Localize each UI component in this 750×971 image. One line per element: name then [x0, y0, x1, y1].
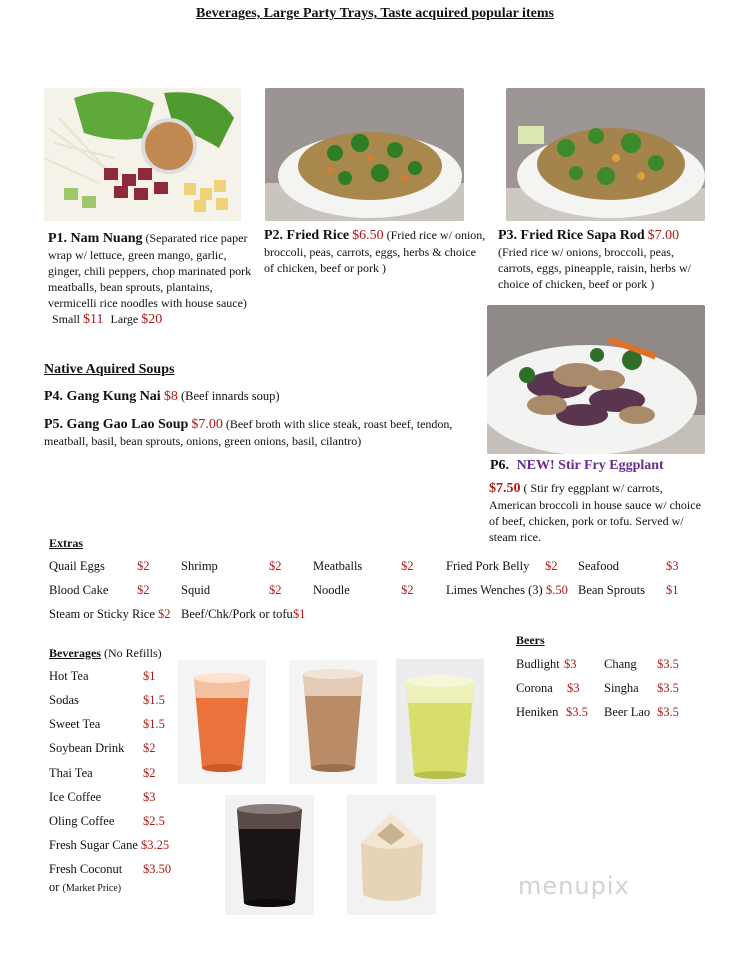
extra-item: Seafood: [578, 559, 619, 573]
p3-description: (Fried rice w/ onions, broccoli, peas, carrots, eggs, pineapple, raisin, herbs w/ choice of chicken, beef or pork ): [498, 245, 691, 291]
fried-rice-photo: [265, 88, 464, 221]
extra-item: Meatballs: [313, 559, 363, 573]
beverage-price: $2: [143, 741, 156, 755]
extra-price: $1: [293, 607, 306, 621]
beverages-header: [49, 646, 162, 661]
extra-price: $2: [401, 583, 414, 597]
p5-item: [44, 416, 454, 449]
beverage-price: $2: [143, 766, 156, 780]
p4-name: P4. Gang Kung Nai: [44, 389, 161, 404]
extra-price: $2: [137, 583, 150, 597]
nam-nuang-photo: [44, 88, 241, 221]
beverages-note: (No Refills): [103, 646, 162, 660]
p2-description: (Fried rice w/ onion, broccoli, peas, carrots, eggs, herbs & choice of chicken, beef or pork ): [264, 228, 486, 275]
extra-item: Limes Wenches (3): [446, 583, 543, 597]
p6-name: NEW! Stir Fry Eggplant: [516, 458, 664, 473]
extra-item: Shrimp: [181, 559, 218, 573]
p1-large-price: $20: [141, 312, 163, 327]
beverage-price: $3.50: [143, 862, 172, 876]
extra-price: $2: [158, 607, 171, 621]
beverage-item: Soybean Drink: [49, 741, 125, 755]
extra-price: $2: [269, 559, 282, 573]
coconut-note: [49, 880, 121, 895]
beverage-item: Sweet Tea: [49, 717, 101, 731]
beer-item: Budlight: [516, 657, 560, 671]
extra-price: $2: [269, 583, 282, 597]
extras-heading: Extras: [49, 536, 83, 550]
p1-large-label: Large: [110, 312, 139, 326]
p1-item: [48, 230, 254, 328]
p5-description: (Beef broth with slice steak, roast beef, tendon, meatball, basil, bean sprouts, onions, green onions, basil, cilantro): [44, 417, 453, 448]
p3-name: P3. Fried Rice Sapa Rod: [498, 228, 645, 243]
p1-small-label: Small: [52, 312, 81, 326]
p2-name: P2. Fried Rice: [264, 228, 350, 243]
soda-photo: [225, 795, 314, 915]
iced-coffee-photo: [289, 660, 377, 784]
p1-small-price: $11: [83, 312, 104, 327]
extra-item: Bean Sprouts: [578, 583, 646, 597]
p1-name: P1. Nam Nuang: [48, 231, 143, 246]
beverage-price: $1: [143, 669, 156, 683]
beer-price: $3.5: [657, 657, 679, 671]
beverage-item: Hot Tea: [49, 669, 89, 683]
extra-item: Steam or Sticky Rice: [49, 607, 155, 621]
beer-price: $3: [567, 681, 580, 695]
beer-price: $3.5: [657, 681, 679, 695]
beverage-item: Thai Tea: [49, 766, 93, 780]
fried-rice-sapa-rod-photo: [506, 88, 705, 221]
p2-price: $6.50: [352, 228, 384, 243]
page-title: Beverages, Large Party Trays, Taste acquired popular items: [196, 6, 554, 21]
p2-item: [264, 227, 488, 276]
beer-item: Singha: [604, 681, 639, 695]
beverages-heading: Beverages: [49, 646, 101, 660]
soups-heading: Native Aquired Soups: [44, 362, 175, 377]
beverage-item: Oling Coffee: [49, 814, 115, 828]
extra-price: $3: [666, 559, 679, 573]
extra-price: $1: [666, 583, 679, 597]
beverage-item: Fresh Sugar Cane: [49, 838, 138, 852]
p4-price: $8: [163, 389, 178, 404]
beer-price: $3: [564, 657, 577, 671]
p3-price: $7.00: [647, 228, 680, 243]
beverage-price: $1.5: [143, 717, 165, 731]
beverage-price: $3.25: [141, 838, 170, 852]
beer-item: Beer Lao: [604, 705, 651, 719]
p6-title: [490, 458, 664, 474]
p6-number: P6.: [490, 458, 510, 473]
coconut-market-price: (Market Price): [62, 883, 122, 894]
extra-item: Fried Pork Belly: [446, 559, 530, 573]
beverage-price: $3: [143, 790, 156, 804]
p4-item: [44, 389, 280, 405]
stir-fry-eggplant-photo: [487, 305, 705, 454]
beer-price: $3.5: [657, 705, 679, 719]
p6-price: $7.50: [489, 481, 521, 496]
p3-item: [498, 227, 706, 292]
coconut-or: or: [49, 880, 60, 894]
extra-price: $2: [401, 559, 414, 573]
p4-description: (Beef innards soup): [180, 389, 280, 403]
beverage-price: $2.5: [143, 814, 165, 828]
extra-price: $.50: [546, 583, 568, 597]
beer-item: Chang: [604, 657, 637, 671]
p6-description: ( Stir fry eggplant w/ carrots, American broccoli in house sauce w/ choice of beef, chicken, pork or tofu. Served w/ steam rice.: [489, 481, 701, 544]
extra-item: Noodle: [313, 583, 350, 597]
extra-item: Quail Eggs: [49, 559, 105, 573]
p1-description: (Separated rice paper wrap w/ lettuce, green mango, garlic, ginger, chili peppers, chop marinated pork meatballs, bean sprouts, plantains, vermicelli rice noodles with house sauce): [48, 231, 252, 310]
extra-item: Blood Cake: [49, 583, 109, 597]
thai-tea-photo: [178, 660, 266, 784]
beverage-item: Fresh Coconut: [49, 862, 123, 876]
beer-item: Heniken: [516, 705, 559, 719]
beverage-item: Ice Coffee: [49, 790, 102, 804]
beers-heading: Beers: [516, 633, 545, 647]
menupix-watermark: menupix: [518, 872, 630, 900]
fresh-coconut-photo: [347, 795, 436, 915]
beer-price: $3.5: [566, 705, 588, 719]
p5-price: $7.00: [191, 417, 223, 432]
extra-item: Beef/Chk/Pork or tofu: [181, 607, 293, 621]
extra-price: $2: [545, 559, 558, 573]
beverage-item: Sodas: [49, 693, 79, 707]
sugar-cane-photo: [396, 659, 484, 784]
beverage-price: $1.5: [143, 693, 165, 707]
extra-price: $2: [137, 559, 150, 573]
p5-name: P5. Gang Gao Lao Soup: [44, 417, 189, 432]
extra-item: Squid: [181, 583, 211, 597]
beer-item: Corona: [516, 681, 553, 695]
p6-item: [489, 480, 703, 545]
